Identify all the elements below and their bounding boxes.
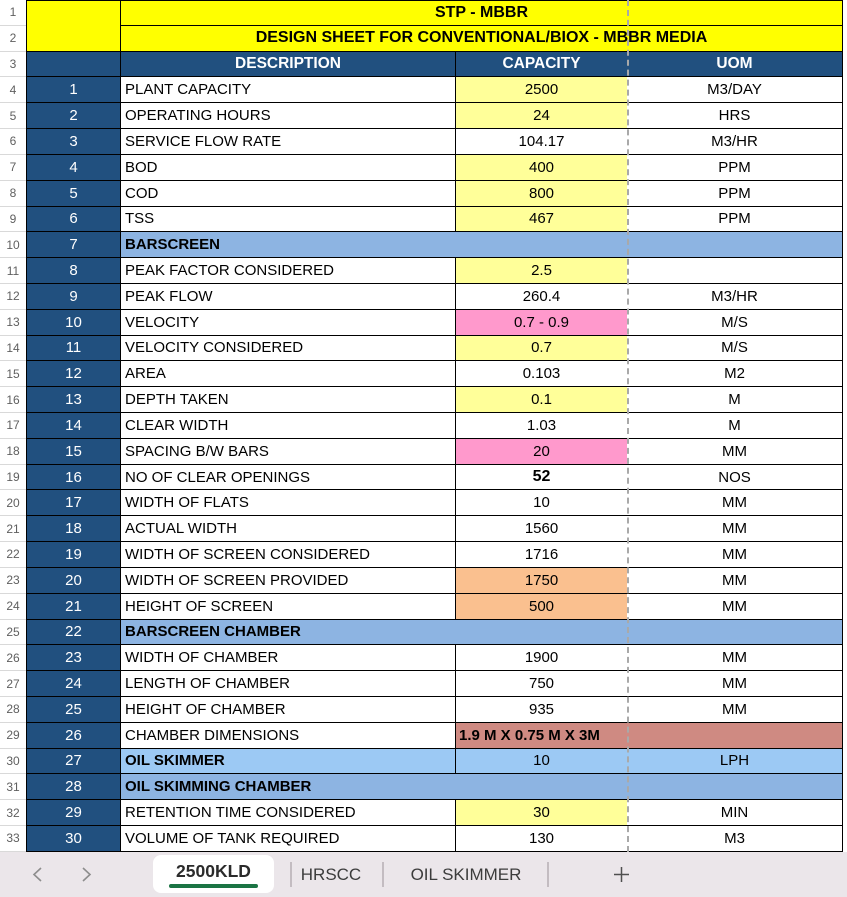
sheet-subtitle[interactable]: DESIGN SHEET FOR CONVENTIONAL/BIOX - MBBR MEDIA: [120, 26, 843, 52]
row-header[interactable]: 22: [0, 542, 26, 568]
description-cell[interactable]: PLANT CAPACITY: [120, 77, 455, 103]
plus-icon: [613, 866, 630, 883]
capacity-cell[interactable]: 1900: [455, 645, 627, 671]
item-number-cell[interactable]: 4: [26, 155, 120, 181]
description-cell[interactable]: PEAK FLOW: [120, 284, 455, 310]
item-number-cell[interactable]: 5: [26, 181, 120, 207]
item-number-cell[interactable]: 13: [26, 387, 120, 413]
capacity-cell[interactable]: 500: [455, 594, 627, 620]
description-cell[interactable]: AREA: [120, 361, 455, 387]
uom-cell[interactable]: M3: [627, 826, 843, 852]
add-sheet-button[interactable]: [608, 861, 634, 887]
uom-cell[interactable]: M2: [627, 361, 843, 387]
item-number-cell[interactable]: [26, 26, 120, 52]
sheet-row: [0, 155, 847, 181]
description-cell[interactable]: LENGTH OF CHAMBER: [120, 671, 455, 697]
tab-hrscc[interactable]: HRSCC: [300, 864, 362, 884]
sheet-row: [0, 645, 847, 671]
description-cell[interactable]: WIDTH OF SCREEN PROVIDED: [120, 568, 455, 594]
column-header-capacity[interactable]: CAPACITY: [455, 52, 627, 78]
sheet-row: [0, 465, 847, 491]
capacity-cell[interactable]: 130: [455, 826, 627, 852]
uom-cell[interactable]: M/S: [627, 310, 843, 336]
row-header[interactable]: 31: [0, 774, 26, 800]
capacity-cell[interactable]: 0.1: [455, 387, 627, 413]
item-number-cell[interactable]: 16: [26, 465, 120, 491]
sheet-row: [0, 0, 847, 26]
tab-separator: [547, 862, 549, 887]
capacity-cell[interactable]: 750: [455, 671, 627, 697]
next-sheet-chevron-icon[interactable]: [79, 866, 93, 883]
sheet-row: [0, 749, 847, 775]
capacity-cell[interactable]: 1560: [455, 516, 627, 542]
capacity-cell[interactable]: 1.03: [455, 413, 627, 439]
capacity-cell[interactable]: 800: [455, 181, 627, 207]
section-header-cell[interactable]: BARSCREEN CHAMBER: [120, 620, 843, 646]
uom-cell[interactable]: M3/HR: [627, 129, 843, 155]
sheet-row: [0, 129, 847, 155]
capacity-cell[interactable]: 10: [455, 749, 627, 775]
row-header[interactable]: 23: [0, 568, 26, 594]
capacity-cell[interactable]: 260.4: [455, 284, 627, 310]
row-header[interactable]: 33: [0, 826, 26, 852]
item-number-cell[interactable]: [26, 52, 120, 78]
sheet-row: [0, 52, 847, 78]
row-header[interactable]: 17: [0, 413, 26, 439]
item-number-cell[interactable]: 6: [26, 207, 120, 233]
description-cell[interactable]: COD: [120, 181, 455, 207]
row-header[interactable]: 9: [0, 207, 26, 233]
description-cell[interactable]: SPACING B/W BARS: [120, 439, 455, 465]
item-number-cell[interactable]: 24: [26, 671, 120, 697]
row-header[interactable]: 13: [0, 310, 26, 336]
description-cell[interactable]: HEIGHT OF CHAMBER: [120, 697, 455, 723]
row-header[interactable]: 18: [0, 439, 26, 465]
sheet-row: [0, 361, 847, 387]
uom-cell[interactable]: MM: [627, 516, 843, 542]
sheet-row: [0, 568, 847, 594]
item-number-cell[interactable]: 3: [26, 129, 120, 155]
row-header[interactable]: 25: [0, 620, 26, 646]
row-header[interactable]: 1: [0, 0, 26, 26]
row-header[interactable]: 19: [0, 465, 26, 491]
sheet-row: [0, 284, 847, 310]
sheet-row: [0, 594, 847, 620]
row-header[interactable]: 30: [0, 749, 26, 775]
item-number-cell[interactable]: 7: [26, 232, 120, 258]
sheet-row: [0, 77, 847, 103]
description-cell[interactable]: RETENTION TIME CONSIDERED: [120, 800, 455, 826]
capacity-cell[interactable]: 467: [455, 207, 627, 233]
sheet-row: [0, 439, 847, 465]
sheet-title[interactable]: STP - MBBR: [120, 0, 843, 26]
column-header-description[interactable]: DESCRIPTION: [120, 52, 455, 78]
sheet-row: [0, 26, 847, 52]
row-header[interactable]: 8: [0, 181, 26, 207]
capacity-cell[interactable]: 935: [455, 697, 627, 723]
tab-2500kld[interactable]: [153, 855, 274, 893]
capacity-cell[interactable]: 2500: [455, 77, 627, 103]
item-number-cell[interactable]: 1: [26, 77, 120, 103]
description-cell[interactable]: OIL SKIMMER: [120, 749, 455, 775]
description-cell[interactable]: VELOCITY CONSIDERED: [120, 336, 455, 362]
row-header[interactable]: 27: [0, 671, 26, 697]
uom-cell[interactable]: MM: [627, 568, 843, 594]
row-header[interactable]: 5: [0, 103, 26, 129]
uom-cell[interactable]: [627, 258, 843, 284]
sheet-row: [0, 516, 847, 542]
sheet-row: [0, 800, 847, 826]
item-number-cell[interactable]: 22: [26, 620, 120, 646]
item-number-cell[interactable]: 21: [26, 594, 120, 620]
capacity-cell[interactable]: 0.103: [455, 361, 627, 387]
description-cell[interactable]: WIDTH OF CHAMBER: [120, 645, 455, 671]
column-header-uom[interactable]: UOM: [627, 52, 843, 78]
uom-cell[interactable]: HRS: [627, 103, 843, 129]
tab-oil-skimmer[interactable]: OIL SKIMMER: [410, 864, 522, 884]
capacity-cell[interactable]: 1750: [455, 568, 627, 594]
uom-cell[interactable]: M3/HR: [627, 284, 843, 310]
uom-cell[interactable]: M3/DAY: [627, 77, 843, 103]
sheet-row: [0, 181, 847, 207]
sheet-row: [0, 336, 847, 362]
uom-cell[interactable]: M: [627, 413, 843, 439]
row-header[interactable]: 16: [0, 387, 26, 413]
capacity-cell[interactable]: 1716: [455, 542, 627, 568]
description-cell[interactable]: ACTUAL WIDTH: [120, 516, 455, 542]
row-header[interactable]: 32: [0, 800, 26, 826]
capacity-cell[interactable]: 30: [455, 800, 627, 826]
sheet-row: [0, 723, 847, 749]
uom-cell[interactable]: MM: [627, 594, 843, 620]
description-cell[interactable]: DEPTH TAKEN: [120, 387, 455, 413]
item-number-cell[interactable]: 8: [26, 258, 120, 284]
row-header[interactable]: 26: [0, 645, 26, 671]
item-number-cell[interactable]: 17: [26, 490, 120, 516]
row-header[interactable]: 7: [0, 155, 26, 181]
uom-cell[interactable]: PPM: [627, 181, 843, 207]
capacity-cell[interactable]: 104.17: [455, 129, 627, 155]
item-number-cell[interactable]: 28: [26, 774, 120, 800]
active-tab-underline: [169, 884, 258, 889]
sheet-row: [0, 697, 847, 723]
row-header[interactable]: 3: [0, 52, 26, 78]
item-number-cell[interactable]: 18: [26, 516, 120, 542]
sheet-row: [0, 620, 847, 646]
capacity-cell[interactable]: 0.7: [455, 336, 627, 362]
section-header-cell[interactable]: BARSCREEN: [120, 232, 843, 258]
description-cell[interactable]: BOD: [120, 155, 455, 181]
row-header[interactable]: 29: [0, 723, 26, 749]
sheet-row: [0, 413, 847, 439]
item-number-cell[interactable]: [26, 0, 120, 26]
capacity-cell[interactable]: 2.5: [455, 258, 627, 284]
description-cell[interactable]: WIDTH OF FLATS: [120, 490, 455, 516]
row-header[interactable]: 2: [0, 26, 26, 52]
item-number-cell[interactable]: 14: [26, 413, 120, 439]
uom-cell[interactable]: MM: [627, 671, 843, 697]
row-header[interactable]: 12: [0, 284, 26, 310]
description-cell[interactable]: WIDTH OF SCREEN CONSIDERED: [120, 542, 455, 568]
description-cell[interactable]: OPERATING HOURS: [120, 103, 455, 129]
description-cell[interactable]: VELOCITY: [120, 310, 455, 336]
description-cell[interactable]: SERVICE FLOW RATE: [120, 129, 455, 155]
sheet-row: [0, 310, 847, 336]
dimension-value-cell[interactable]: 1.9 M X 0.75 M X 3M: [455, 723, 843, 749]
sheet-row: [0, 103, 847, 129]
sheet-row: [0, 258, 847, 284]
sheet-row: [0, 671, 847, 697]
capacity-cell[interactable]: 20: [455, 439, 627, 465]
description-cell[interactable]: VOLUME OF TANK REQUIRED: [120, 826, 455, 852]
sheet-row: [0, 207, 847, 233]
row-header[interactable]: 24: [0, 594, 26, 620]
row-header[interactable]: 4: [0, 77, 26, 103]
uom-cell[interactable]: MM: [627, 697, 843, 723]
item-number-cell[interactable]: 11: [26, 336, 120, 362]
item-number-cell[interactable]: 9: [26, 284, 120, 310]
row-header[interactable]: 15: [0, 361, 26, 387]
row-header[interactable]: 28: [0, 697, 26, 723]
item-number-cell[interactable]: 27: [26, 749, 120, 775]
row-header[interactable]: 14: [0, 336, 26, 362]
row-header[interactable]: 11: [0, 258, 26, 284]
uom-cell[interactable]: LPH: [627, 749, 843, 775]
uom-cell[interactable]: MM: [627, 542, 843, 568]
uom-cell[interactable]: M/S: [627, 336, 843, 362]
capacity-cell[interactable]: 0.7 - 0.9: [455, 310, 627, 336]
uom-cell[interactable]: M: [627, 387, 843, 413]
uom-cell[interactable]: MM: [627, 490, 843, 516]
item-number-cell[interactable]: 20: [26, 568, 120, 594]
sheet-tab-bar: [0, 852, 847, 897]
sheet-row: [0, 774, 847, 800]
uom-cell[interactable]: PPM: [627, 207, 843, 233]
uom-cell[interactable]: NOS: [627, 465, 843, 491]
description-cell[interactable]: NO OF CLEAR OPENINGS: [120, 465, 455, 491]
item-number-cell[interactable]: 10: [26, 310, 120, 336]
item-number-cell[interactable]: 19: [26, 542, 120, 568]
uom-cell[interactable]: MM: [627, 645, 843, 671]
description-cell[interactable]: CHAMBER DIMENSIONS: [120, 723, 455, 749]
row-header[interactable]: 21: [0, 516, 26, 542]
description-cell[interactable]: HEIGHT OF SCREEN: [120, 594, 455, 620]
item-number-cell[interactable]: 25: [26, 697, 120, 723]
tab-separator: [382, 862, 384, 887]
description-cell[interactable]: PEAK FACTOR CONSIDERED: [120, 258, 455, 284]
description-cell[interactable]: CLEAR WIDTH: [120, 413, 455, 439]
uom-cell[interactable]: MIN: [627, 800, 843, 826]
capacity-cell[interactable]: 24: [455, 103, 627, 129]
sheet-row: [0, 826, 847, 852]
capacity-cell[interactable]: 10: [455, 490, 627, 516]
capacity-cell[interactable]: 52: [455, 465, 627, 491]
description-cell[interactable]: TSS: [120, 207, 455, 233]
sheet-row: [0, 542, 847, 568]
capacity-cell[interactable]: 400: [455, 155, 627, 181]
row-header[interactable]: 10: [0, 232, 26, 258]
item-number-cell[interactable]: 26: [26, 723, 120, 749]
section-header-cell[interactable]: OIL SKIMMING CHAMBER: [120, 774, 843, 800]
row-header[interactable]: 20: [0, 490, 26, 516]
row-header[interactable]: 6: [0, 129, 26, 155]
item-number-cell[interactable]: 2: [26, 103, 120, 129]
prev-sheet-chevron-icon[interactable]: [31, 866, 45, 883]
item-number-cell[interactable]: 15: [26, 439, 120, 465]
sheet-row: [0, 232, 847, 258]
item-number-cell[interactable]: 12: [26, 361, 120, 387]
uom-cell[interactable]: PPM: [627, 155, 843, 181]
uom-cell[interactable]: MM: [627, 439, 843, 465]
sheet-row: [0, 490, 847, 516]
item-number-cell[interactable]: 23: [26, 645, 120, 671]
sheet-row: [0, 387, 847, 413]
item-number-cell[interactable]: 29: [26, 800, 120, 826]
item-number-cell[interactable]: 30: [26, 826, 120, 852]
active-tab-label: 2500KLD: [176, 860, 251, 881]
